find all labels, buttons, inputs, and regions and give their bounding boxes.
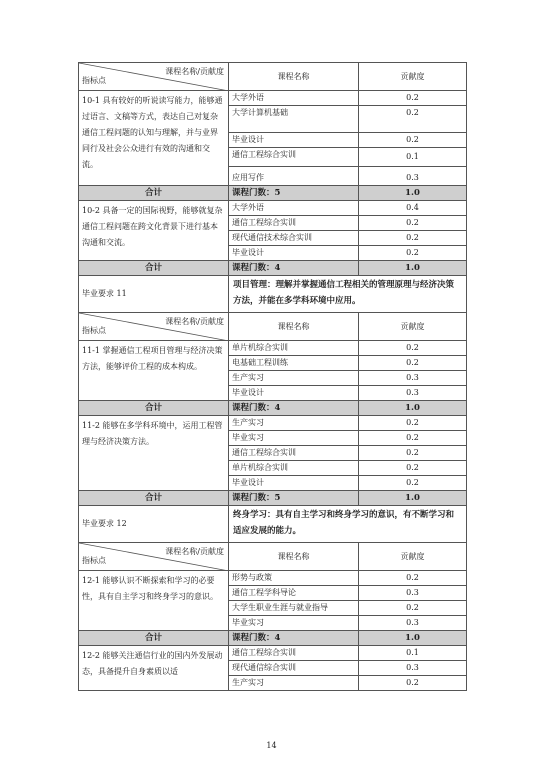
course-cell: 毕业设计 xyxy=(229,476,359,491)
contribution-cell: 0.3 xyxy=(359,371,467,386)
summary-row xyxy=(79,186,467,201)
contribution-cell: 0.3 xyxy=(359,586,467,601)
diag-top-label: 课程名称/贡献度 xyxy=(165,317,224,326)
table-row xyxy=(79,571,467,586)
course-cell: 毕业设计 xyxy=(229,246,359,261)
table-row xyxy=(79,416,467,431)
course-name-header: 课程名称 xyxy=(229,543,359,571)
contribution-cell: 0.1 xyxy=(359,646,467,661)
course-cell: 大学外语 xyxy=(229,201,359,216)
diagonal-header-cell xyxy=(79,543,229,571)
contribution-total: 1.0 xyxy=(359,261,467,276)
summary-row xyxy=(79,401,467,416)
course-name-header: 课程名称 xyxy=(229,313,359,341)
table-header-row xyxy=(79,543,467,571)
indicator-text: 11-1 掌握通信工程项目管理与经济决策方法，能够评价工程的成本构成。 xyxy=(79,341,229,401)
contribution-cell: 0.2 xyxy=(359,246,467,261)
contribution-cell: 0.2 xyxy=(359,461,467,476)
summary-row xyxy=(79,631,467,646)
indicator-text: 12-1 能够认识不断探索和学习的必要性，具有自主学习和终身学习的意识。 xyxy=(79,571,229,631)
table-row xyxy=(79,201,467,216)
contribution-cell: 0.2 xyxy=(359,133,467,148)
summary-label: 合计 xyxy=(79,631,229,646)
contribution-cell: 0.2 xyxy=(359,601,467,616)
requirement-name: 毕业要求 11 xyxy=(79,276,229,313)
requirement-description: 终身学习：具有自主学习和终身学习的意识，有不断学习和适应发展的能力。 xyxy=(229,506,467,543)
contribution-cell: 0.1 xyxy=(359,148,467,167)
course-cell: 单片机综合实训 xyxy=(229,461,359,476)
course-cell: 通信工程综合实训 xyxy=(229,646,359,661)
page-number: 14 xyxy=(266,741,277,750)
contribution-cell: 0.2 xyxy=(359,216,467,231)
indicator-text: 12-2 能够关注通信行业的国内外发展动态，具备提升自身素质以适 xyxy=(79,646,229,691)
contribution-cell: 0.2 xyxy=(359,476,467,491)
course-cell: 毕业实习 xyxy=(229,431,359,446)
course-count: 课程门数：4 xyxy=(229,261,359,276)
course-count: 课程门数：4 xyxy=(229,401,359,416)
indicator-text: 10-2 具备一定的国际视野，能够就复杂通信工程问题在跨文化背景下进行基本沟通和交流。 xyxy=(79,201,229,261)
course-cell: 毕业设计 xyxy=(229,133,359,148)
course-cell: 通信工程综合实训 xyxy=(229,148,359,167)
contribution-cell: 0.2 xyxy=(359,446,467,461)
contribution-cell: 0.4 xyxy=(359,201,467,216)
contribution-cell: 0.2 xyxy=(359,431,467,446)
contribution-cell: 0.2 xyxy=(359,416,467,431)
document-page xyxy=(78,62,466,691)
requirement-row xyxy=(79,506,467,543)
indicator-text: 10-1 具有较好的听说读写能力，能够通过语言、文稿等方式，表达自己对复杂通信工程问题的认知与理解，并与业界同行及社会公众进行有效的沟通和交流。 xyxy=(79,91,229,186)
contribution-cell: 0.2 xyxy=(359,231,467,246)
contribution-table xyxy=(78,62,467,691)
table-row xyxy=(79,646,467,661)
requirement-description: 项目管理：理解并掌握通信工程相关的管理原理与经济决策方法，并能在多学科环境中应用。 xyxy=(229,276,467,313)
course-cell: 通信工程综合实训 xyxy=(229,216,359,231)
contribution-cell: 0.2 xyxy=(359,676,467,691)
diag-bottom-label: 指标点 xyxy=(82,76,106,85)
contribution-cell: 0.3 xyxy=(359,386,467,401)
course-cell: 大学生职业生涯与就业指导 xyxy=(229,601,359,616)
contribution-cell: 0.3 xyxy=(359,167,467,186)
diag-top-label: 课程名称/贡献度 xyxy=(165,67,224,76)
summary-label: 合计 xyxy=(79,261,229,276)
course-count: 课程门数：4 xyxy=(229,631,359,646)
summary-row xyxy=(79,491,467,506)
table-header-row xyxy=(79,313,467,341)
diagonal-header-cell xyxy=(79,63,229,91)
contribution-total: 1.0 xyxy=(359,631,467,646)
contribution-cell: 0.2 xyxy=(359,356,467,371)
contribution-header: 贡献度 xyxy=(359,63,467,91)
table-row xyxy=(79,341,467,356)
course-cell: 通信工程综合实训 xyxy=(229,446,359,461)
diag-bottom-label: 指标点 xyxy=(82,326,106,335)
summary-label: 合计 xyxy=(79,186,229,201)
summary-row xyxy=(79,261,467,276)
course-cell: 大学计算机基础 xyxy=(229,106,359,133)
contribution-cell: 0.3 xyxy=(359,616,467,631)
course-name-header: 课程名称 xyxy=(229,63,359,91)
summary-label: 合计 xyxy=(79,491,229,506)
indicator-text: 11-2 能够在多学科环境中，运用工程管理与经济决策方法。 xyxy=(79,416,229,491)
diag-top-label: 课程名称/贡献度 xyxy=(165,547,224,556)
contribution-header: 贡献度 xyxy=(359,313,467,341)
course-cell: 现代通信技术综合实训 xyxy=(229,231,359,246)
contribution-header: 贡献度 xyxy=(359,543,467,571)
contribution-cell: 0.3 xyxy=(359,661,467,676)
course-cell: 形势与政策 xyxy=(229,571,359,586)
course-cell: 现代通信综合实训 xyxy=(229,661,359,676)
contribution-total: 1.0 xyxy=(359,401,467,416)
course-cell: 单片机综合实训 xyxy=(229,341,359,356)
contribution-cell: 0.2 xyxy=(359,91,467,106)
table-row xyxy=(79,91,467,106)
requirement-name: 毕业要求 12 xyxy=(79,506,229,543)
contribution-cell: 0.2 xyxy=(359,571,467,586)
course-cell: 通信工程学科导论 xyxy=(229,586,359,601)
table-header-row xyxy=(79,63,467,91)
contribution-total: 1.0 xyxy=(359,186,467,201)
course-cell: 毕业实习 xyxy=(229,616,359,631)
course-cell: 生产实习 xyxy=(229,676,359,691)
course-cell: 生产实习 xyxy=(229,371,359,386)
diagonal-header-cell xyxy=(79,313,229,341)
contribution-cell: 0.2 xyxy=(359,341,467,356)
course-cell: 毕业设计 xyxy=(229,386,359,401)
course-cell: 电基础工程训练 xyxy=(229,356,359,371)
contribution-total: 1.0 xyxy=(359,491,467,506)
diag-bottom-label: 指标点 xyxy=(82,556,106,565)
course-cell: 应用写作 xyxy=(229,167,359,186)
course-cell: 生产实习 xyxy=(229,416,359,431)
requirement-row xyxy=(79,276,467,313)
contribution-cell: 0.2 xyxy=(359,106,467,133)
course-cell: 大学外语 xyxy=(229,91,359,106)
course-count: 课程门数：5 xyxy=(229,186,359,201)
course-count: 课程门数：5 xyxy=(229,491,359,506)
summary-label: 合计 xyxy=(79,401,229,416)
